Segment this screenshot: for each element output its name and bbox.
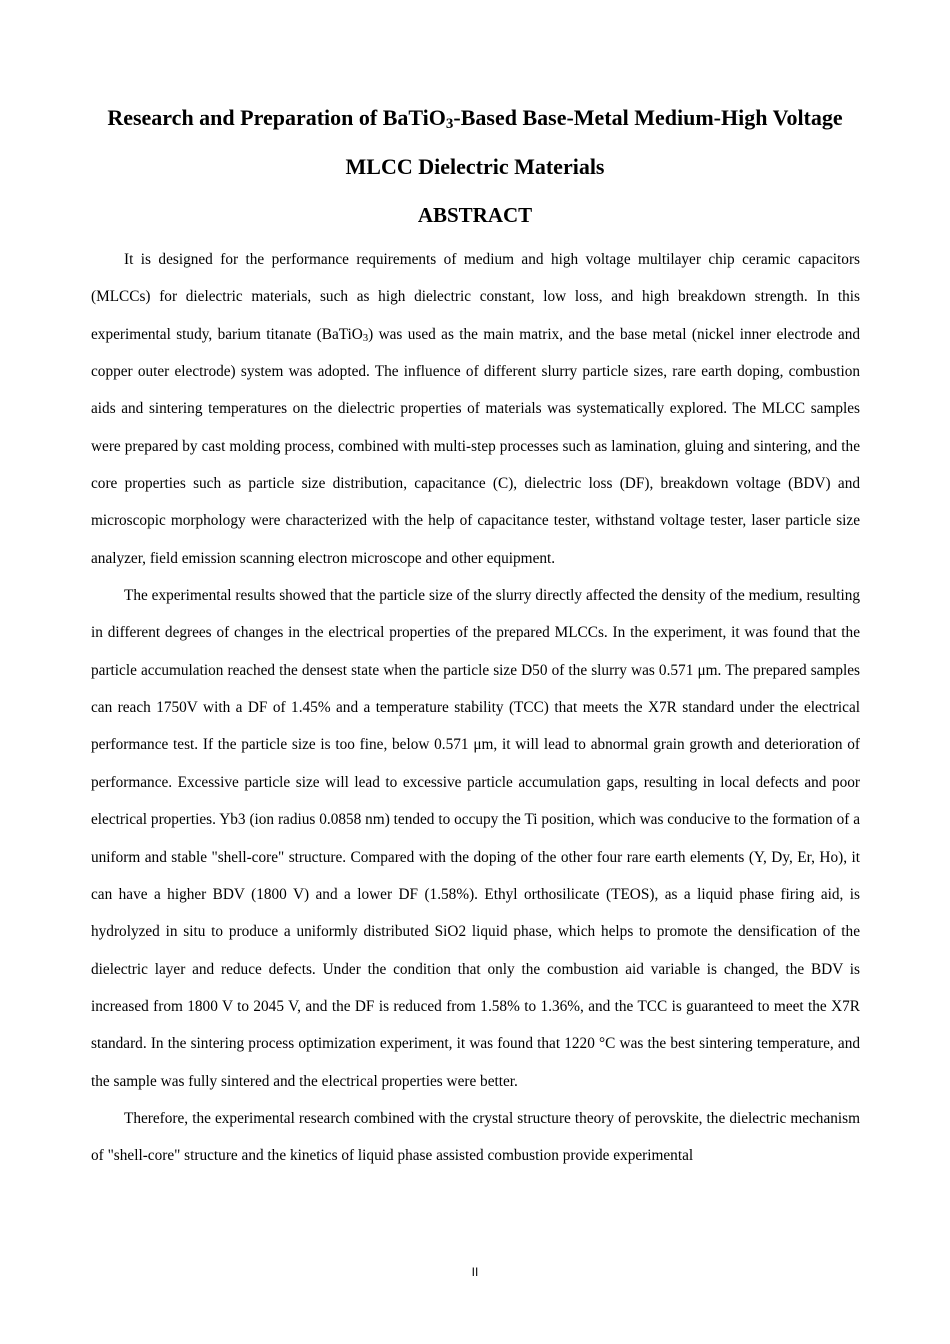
abstract-paragraph-1: [91, 241, 860, 577]
title-text-part2: -Based Base-Metal Medium-High Voltage MLCC Dielectric Materials: [345, 105, 843, 179]
abstract-paragraph-2: The experimental results showed that the particle size of the slurry directly affected the density of the medium, resulting in different degrees of changes in the electrical properties of the prepared MLCCs. In the experiment, it was found that the particle accumulation reached the densest state when the particle size D50 of the slurry was 0.571 μm. The prepared samples can reach 1750V with a DF of 1.45% and a temperature stability (TCC) that meets the X7R standard under the electrical performance test. If the particle size is too fine, below 0.571 μm, it will lead to abnormal grain growth and deterioration of performance. Excessive particle size will lead to excessive particle accumulation gaps, resulting in local defects and poor electrical properties. Yb3 (ion radius 0.0858 nm) tended to occupy the Ti position, which was conducive to the formation of a uniform and stable "shell-core" structure. Compared with the doping of the other four rare earth elements (Y, Dy, Er, Ho), it can have a higher BDV (1800 V) and a lower DF (1.58%). Ethyl orthosilicate (TEOS), as a liquid phase firing aid, is hydrolyzed in situ to produce a uniformly distributed SiO2 liquid phase, which helps to promote the densification of the dielectric layer and reduce defects. Under the condition that only the combustion aid variable is changed, the BDV is increased from 1800 V to 2045 V, and the DF is reduced from 1.58% to 1.36%, and the TCC is guaranteed to meet the X7R standard. In the sintering process optimization experiment, it was found that 1220 °C was the best sintering temperature, and the sample was fully sintered and the electrical properties were better.: [91, 587, 860, 1090]
title-subscript: 3: [445, 116, 454, 132]
abstract-heading: ABSTRACT: [417, 203, 533, 227]
abstract-paragraph-3: Therefore, the experimental research combined with the crystal structure theory of perovskite, the dielectric mechanism of "shell-core" structure and the kinetics of liquid phase assisted combustion provide experimental: [91, 1109, 860, 1165]
paragraph-1-subscript: 3: [362, 332, 369, 344]
document-title: [90, 93, 860, 191]
paragraph-1-text-b: ) was used as the main matrix, and the base metal (nickel inner electrode and copper outer electrode) system was adopted. The influence of different slurry particle sizes, rare earth doping, combustion aids and sintering temperatures on the dielectric properties of materials was systematically explored. The MLCC samples were prepared by cast molding process, combined with multi-step processes such as lamination, gluing and sintering, and the core properties such as particle size distribution, capacitance (C), dielectric loss (DF), breakdown voltage (BDV) and microscopic morphology were characterized with the help of capacitance tester, withstand voltage tester, laser particle size analyzer, field emission scanning electron microscope and other equipment.: [91, 325, 861, 567]
paragraph-1-text-a: It is designed for the performance requirements of medium and high voltage multilayer chip ceramic capacitors (MLCCs) for dielectric materials, such as high dielectric constant, low loss, and high breakdown strength. In this experimental study, barium titanate (BaTiO: [91, 251, 860, 343]
page-number: II: [471, 1265, 479, 1279]
abstract-body: [91, 241, 860, 1175]
title-text-part1: Research and Preparation of BaTiO: [107, 105, 446, 130]
